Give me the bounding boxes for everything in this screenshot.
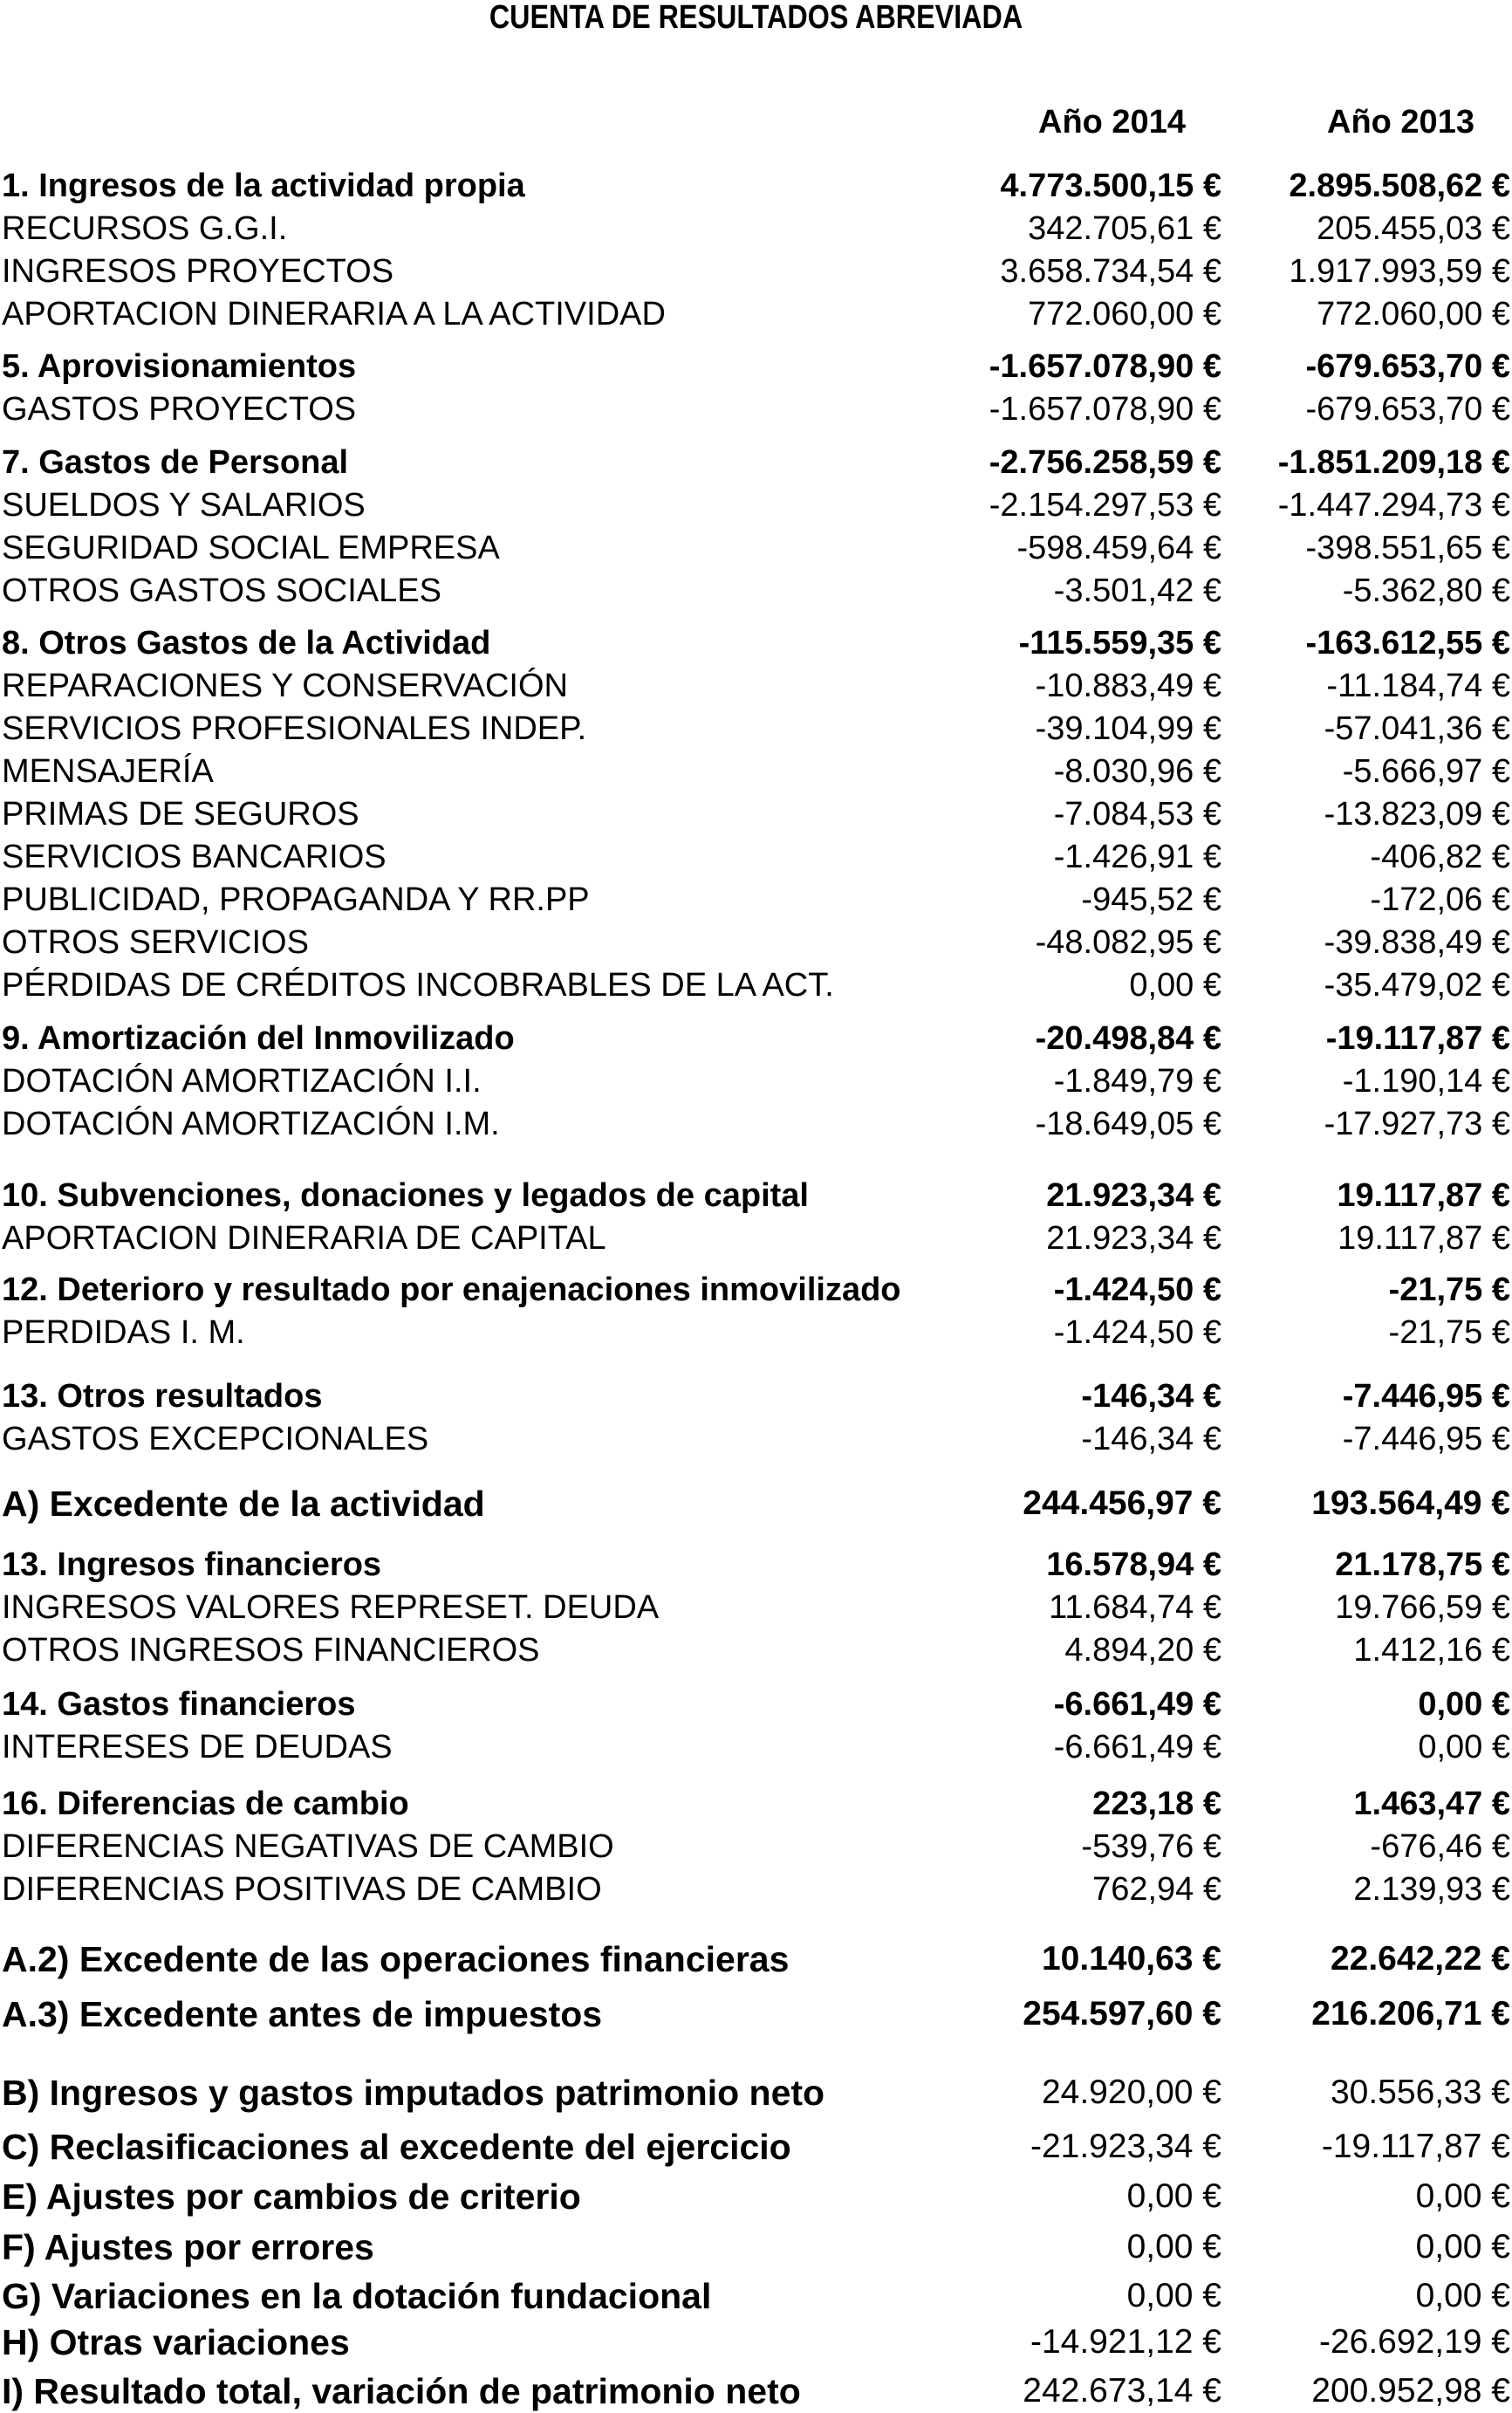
value-2013: -679.653,70 € [1305,348,1510,385]
table-row [0,483,1512,527]
row-label: 5. Aprovisionamientos [2,348,357,385]
value-2013: 22.642,22 € [1330,1940,1510,1978]
value-2014: 24.920,00 € [1041,2074,1221,2111]
value-2013: -19.117,87 € [1325,1020,1510,1057]
row-label: A.2) Excedente de las operaciones financieras [2,1939,790,1979]
value-2014: -146,34 € [1081,1378,1221,1415]
table-row [0,1311,1512,1354]
row-label: OTROS INGRESOS FINANCIEROS [2,1632,540,1669]
row-label: GASTOS PROYECTOS [2,391,357,428]
value-2014: -20.498,84 € [1035,1020,1221,1057]
value-2013: -1.190,14 € [1342,1063,1510,1100]
value-2013: 30.556,33 € [1330,2074,1510,2111]
table-row [0,1992,1512,2036]
value-2013: 19.117,87 € [1337,1177,1510,1214]
value-2013: -5.362,80 € [1342,572,1510,609]
value-2014: -115.559,35 € [1018,625,1221,662]
table-row [0,2320,1512,2364]
row-label: PUBLICIDAD, PROPAGANDA Y RR.PP [2,881,590,918]
value-2014: -945,52 € [1081,881,1221,918]
value-2014: 0,00 € [1129,967,1221,1004]
row-label: APORTACION DINERARIA DE CAPITAL [2,1220,606,1257]
value-2013: 0,00 € [1418,1686,1510,1723]
row-label: RECURSOS G.G.I. [2,210,288,247]
value-2014: -3.501,42 € [1053,572,1221,609]
value-2013: -7.446,95 € [1342,1421,1510,1457]
value-2013: -7.446,95 € [1342,1378,1510,1415]
document-title: CUENTA DE RESULTADOS ABREVIADA [489,0,1023,36]
table-row [0,1937,1512,1981]
table-row [0,569,1512,613]
row-label: 13. Ingresos financieros [2,1546,382,1583]
column-header-2014: Año 2014 [1038,104,1186,141]
value-2014: 21.923,34 € [1046,1177,1221,1214]
value-2014: -1.424,50 € [1053,1314,1221,1351]
row-label: DIFERENCIAS NEGATIVAS DE CAMBIO [2,1828,614,1865]
value-2014: -1.657.078,90 € [989,348,1221,385]
table-row [0,707,1512,751]
value-2013: -11.184,74 € [1326,668,1510,704]
value-2013: -39.838,49 € [1324,924,1510,961]
value-2013: -172,06 € [1370,881,1510,918]
value-2014: 772.060,00 € [1028,296,1221,332]
value-2013: 1.412,16 € [1353,1632,1510,1669]
table-row [0,1628,1512,1672]
row-label: I) Resultado total, variación de patrimonio neto [2,2371,801,2411]
value-2014: -39.104,99 € [1035,710,1221,747]
row-label: 1. Ingresos de la actividad propia [2,168,525,204]
row-label: OTROS SERVICIOS [2,924,309,961]
table-row [0,750,1512,793]
value-2013: 0,00 € [1415,2277,1510,2314]
row-label: 9. Amortización del Inmovilizado [2,1020,515,1057]
table-row [0,1102,1512,1146]
value-2013: -21,75 € [1388,1314,1510,1351]
table-row [0,1725,1512,1769]
table-row [0,1268,1512,1312]
table-row [0,878,1512,922]
table-row [0,963,1512,1007]
table-row [0,1482,1512,1525]
value-2013: -26.692,19 € [1318,2323,1510,2361]
value-2013: 0,00 € [1415,2228,1510,2266]
value-2014: 254.597,60 € [1023,1995,1221,2033]
value-2013: -163.612,55 € [1305,625,1510,662]
value-2013: -21,75 € [1388,1272,1510,1308]
row-label: GASTOS EXCEPCIONALES [2,1421,429,1457]
value-2014: 0,00 € [1126,2277,1221,2314]
table-row [0,1586,1512,1629]
value-2013: -406,82 € [1370,839,1510,875]
table-row [0,2125,1512,2169]
table-row [0,345,1512,388]
value-2013: -1.447.294,73 € [1277,487,1510,524]
value-2013: 19.766,59 € [1335,1589,1510,1626]
row-label: 16. Diferencias de cambio [2,1786,409,1822]
value-2014: -1.426,91 € [1053,839,1221,875]
table-row [0,2175,1512,2218]
table-row [0,1174,1512,1217]
row-label: B) Ingresos y gastos imputados patrimonio neto [2,2073,825,2113]
value-2013: 1.917.993,59 € [1289,253,1510,290]
row-label: 12. Deterioro y resultado por enajenaciones inmovilizado [2,1272,901,1308]
table-row [0,621,1512,665]
table-row [0,1017,1512,1060]
value-2014: -1.849,79 € [1053,1063,1221,1100]
row-label: INTERESES DE DEUDAS [2,1729,393,1765]
table-row [0,664,1512,708]
row-label: SEGURIDAD SOCIAL EMPRESA [2,530,500,566]
value-2014: -1.424,50 € [1053,1272,1221,1308]
row-label: 7. Gastos de Personal [2,444,349,481]
value-2014: -10.883,49 € [1035,668,1221,704]
value-2014: 4.894,20 € [1064,1632,1221,1669]
value-2014: -598.459,64 € [1016,530,1221,566]
table-row [0,250,1512,293]
value-2013: -676,46 € [1370,1828,1510,1865]
value-2013: 205.455,03 € [1317,210,1510,247]
value-2014: 762,94 € [1092,1871,1221,1908]
table-row [0,2274,1512,2318]
value-2014: -14.921,12 € [1030,2323,1221,2361]
value-2014: -1.657.078,90 € [989,391,1221,428]
row-label: G) Variaciones en la dotación fundacional [2,2276,712,2316]
value-2013: -13.823,09 € [1324,796,1510,833]
value-2014: -7.084,53 € [1053,796,1221,833]
table-row [0,207,1512,250]
table-row [0,792,1512,836]
row-label: INGRESOS PROYECTOS [2,253,394,290]
value-2014: 3.658.734,54 € [1000,253,1221,290]
value-2014: -146,34 € [1081,1421,1221,1457]
column-header-2013: Año 2013 [1327,104,1474,141]
value-2014: -2.756.258,59 € [989,444,1221,481]
table-row [0,292,1512,336]
value-2014: -6.661,49 € [1053,1686,1221,1723]
row-label: PERDIDAS I. M. [2,1314,245,1351]
row-label: OTROS GASTOS SOCIALES [2,572,441,609]
row-label: E) Ajustes por cambios de criterio [2,2176,581,2217]
value-2013: 2.139,93 € [1353,1871,1510,1908]
value-2014: 4.773.500,15 € [1000,168,1221,204]
value-2014: 11.684,74 € [1049,1589,1221,1626]
row-label: PRIMAS DE SEGUROS [2,796,359,833]
row-label: DIFERENCIAS POSITIVAS DE CAMBIO [2,1871,602,1908]
row-label: 13. Otros resultados [2,1378,323,1415]
value-2013: -1.851.209,18 € [1277,444,1510,481]
value-2013: 772.060,00 € [1317,296,1510,332]
row-label: INGRESOS VALORES REPRESET. DEUDA [2,1589,660,1626]
value-2013: -19.117,87 € [1321,2128,1510,2165]
value-2013: -57.041,36 € [1324,710,1510,747]
value-2013: 216.206,71 € [1311,1995,1510,2033]
value-2013: 0,00 € [1418,1729,1510,1765]
table-row [0,387,1512,431]
row-label: MENSAJERÍA [2,753,214,790]
row-label: A.3) Excedente antes de impuestos [2,1994,603,2034]
table-row [0,1782,1512,1826]
value-2014: 10.140,63 € [1041,1940,1221,1978]
row-label: DOTACIÓN AMORTIZACIÓN I.M. [2,1106,500,1142]
value-2013: -5.666,97 € [1342,753,1510,790]
value-2014: 0,00 € [1126,2177,1221,2215]
value-2013: -35.479,02 € [1324,967,1510,1004]
value-2013: 19.117,87 € [1338,1220,1510,1257]
value-2014: -48.082,95 € [1035,924,1221,961]
value-2014: -8.030,96 € [1053,753,1221,790]
row-label: SERVICIOS PROFESIONALES INDEP. [2,710,587,747]
table-row [0,441,1512,484]
value-2014: -18.649,05 € [1035,1106,1221,1142]
table-row [0,1217,1512,1260]
row-label: F) Ajustes por errores [2,2227,374,2267]
row-label: SUELDOS Y SALARIOS [2,487,366,524]
table-row [0,1683,1512,1726]
table-row [0,526,1512,570]
value-2014: -21.923,34 € [1030,2128,1221,2165]
value-2014: 21.923,34 € [1046,1220,1221,1257]
row-label: 10. Subvenciones, donaciones y legados de capital [2,1177,809,1214]
value-2014: 242.673,14 € [1023,2372,1221,2410]
table-row [0,1543,1512,1587]
value-2013: -679.653,70 € [1305,391,1510,428]
row-label: DOTACIÓN AMORTIZACIÓN I.I. [2,1063,482,1100]
table-row [0,1417,1512,1461]
value-2013: 200.952,98 € [1311,2372,1510,2410]
row-label: SERVICIOS BANCARIOS [2,839,387,875]
row-label: A) Excedente de la actividad [2,1484,485,1524]
row-label: APORTACION DINERARIA A LA ACTIVIDAD [2,296,666,332]
value-2013: 2.895.508,62 € [1289,168,1510,204]
table-row [0,2071,1512,2115]
table-row [0,835,1512,879]
value-2013: 1.463,47 € [1353,1786,1510,1822]
row-label: 14. Gastos financieros [2,1686,356,1723]
value-2014: -539,76 € [1081,1828,1221,1865]
value-2014: 244.456,97 € [1023,1484,1221,1522]
value-2013: -398.551,65 € [1305,530,1510,566]
value-2014: 223,18 € [1092,1786,1221,1822]
value-2013: -17.927,73 € [1324,1106,1510,1142]
row-label: C) Reclasificaciones al excedente del ejercicio [2,2127,791,2167]
value-2014: 342.705,61 € [1028,210,1221,247]
table-row [0,1374,1512,1418]
table-row [0,1825,1512,1868]
value-2013: 193.564,49 € [1311,1484,1510,1522]
row-label: REPARACIONES Y CONSERVACIÓN [2,668,568,704]
table-row [0,921,1512,964]
row-label: PÉRDIDAS DE CRÉDITOS INCOBRABLES DE LA ACT. [2,967,834,1004]
table-row [0,1868,1512,1911]
table-row [0,164,1512,208]
row-label: 8. Otros Gastos de la Actividad [2,625,491,662]
value-2014: -6.661,49 € [1053,1729,1221,1765]
table-row [0,2225,1512,2269]
row-label: H) Otras variaciones [2,2322,350,2362]
value-2013: 0,00 € [1415,2177,1510,2215]
value-2013: 21.178,75 € [1335,1546,1510,1583]
value-2014: 16.578,94 € [1046,1546,1221,1583]
value-2014: 0,00 € [1126,2228,1221,2266]
table-row [0,1059,1512,1103]
value-2014: -2.154.297,53 € [989,487,1221,524]
